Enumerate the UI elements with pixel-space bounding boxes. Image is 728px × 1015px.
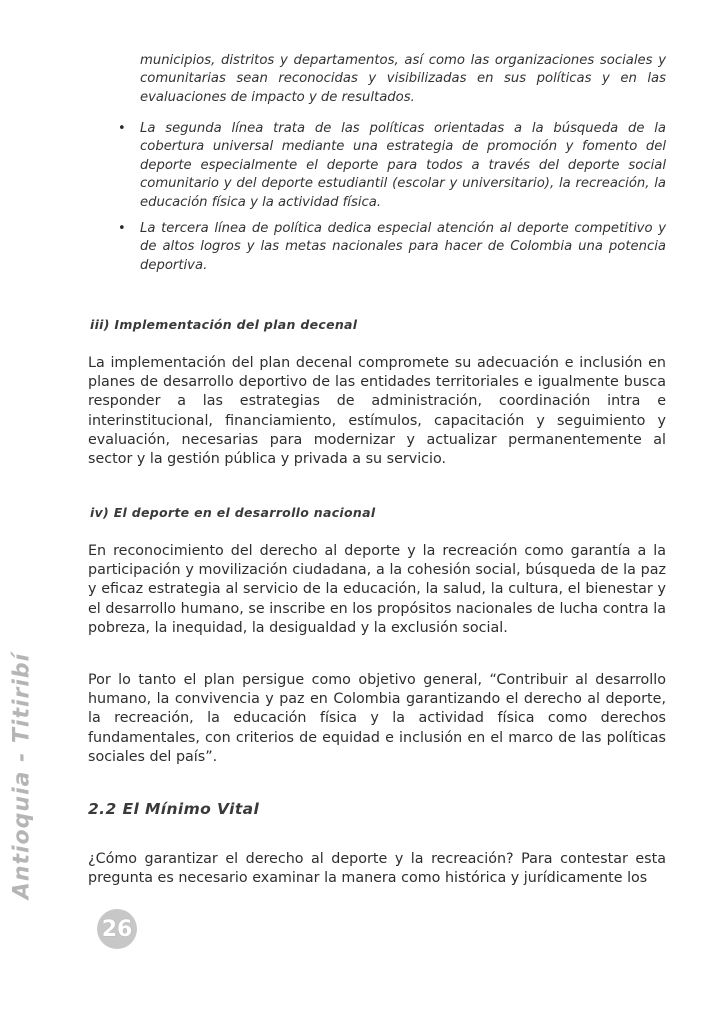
page-number-badge — [97, 909, 137, 949]
section-iv-paragraph-1: En reconocimiento del derecho al deporte y la recreación como garantía a la participación y movilización ciudadana, a la cohesión social, búsqueda de la paz y eficaz estrategia al servicio de la educación, la salud, la cultura, el bienestar y el desarrollo humano, se inscribe en los propósitos nacionales de lucha contra la pobreza, la inequidad, la desigualdad y la exclusión social. — [88, 543, 666, 636]
bullet-text: La segunda línea trata de las políticas orientadas a la búsqueda de la cobertura universal mediante una estrategia de promoción y fomento del deporte especialmente el deporte para todos a través del deporte social comunitario y del deporte estudiantil (escolar y universitario), la recreación, la educación física y la actividad física. — [140, 121, 666, 210]
section-iv-heading: iv) El deporte en el desarrollo nacional — [90, 505, 376, 520]
list-item — [112, 220, 666, 275]
policy-bullet-list — [112, 120, 666, 283]
continued-paragraph: municipios, distritos y departamentos, así como las organizaciones sociales y comunitarias sean reconocidas y visibilizadas en sus políticas y en las evaluaciones de impacto y de resultados. — [140, 53, 666, 105]
section-iii-heading: iii) Implementación del plan decenal — [90, 317, 358, 332]
page-number: 26 — [101, 916, 133, 942]
section-iv-paragraph-2: Por lo tanto el plan persigue como objetivo general, “Contribuir al desarrollo humano, la convivencia y paz en Colombia garantizando el derecho al deporte, la recreación, la educación física y la actividad física como derechos fundamentales, con criterios de equidad e inclusión en el marco de las políticas sociales del país”. — [88, 672, 666, 765]
section-iii-paragraph: La implementación del plan decenal compromete su adecuación e inclusión en planes de desarrollo deportivo de las entidades territoriales e igualmente busca responder a las estrategias de administración, coordinación intra e interinstitucional, financiamiento, estímulos, capacitación y seguimiento y evaluación, necesarias para modernizar y actualizar permanentemente al sector y la gestión pública y privada a su servicio. — [88, 355, 666, 468]
bullet-text: La tercera línea de política dedica especial atención al deporte competitivo y de altos logros y las metas nacionales para hacer de Colombia una potencia deportiva. — [140, 221, 666, 273]
bullet-marker: • — [118, 221, 126, 237]
bullet-marker: • — [118, 121, 126, 136]
continued-text-block — [140, 52, 666, 107]
side-running-title: Antioquia - Titiribí — [9, 652, 35, 900]
list-item — [112, 120, 666, 212]
section-2-2-paragraph: ¿Cómo garantizar el derecho al deporte y la recreación? Para contestar esta pregunta es necesario examinar la manera como histórica y jurídicamente los — [88, 851, 666, 887]
section-2-2-heading: 2.2 El Mínimo Vital — [88, 800, 260, 818]
